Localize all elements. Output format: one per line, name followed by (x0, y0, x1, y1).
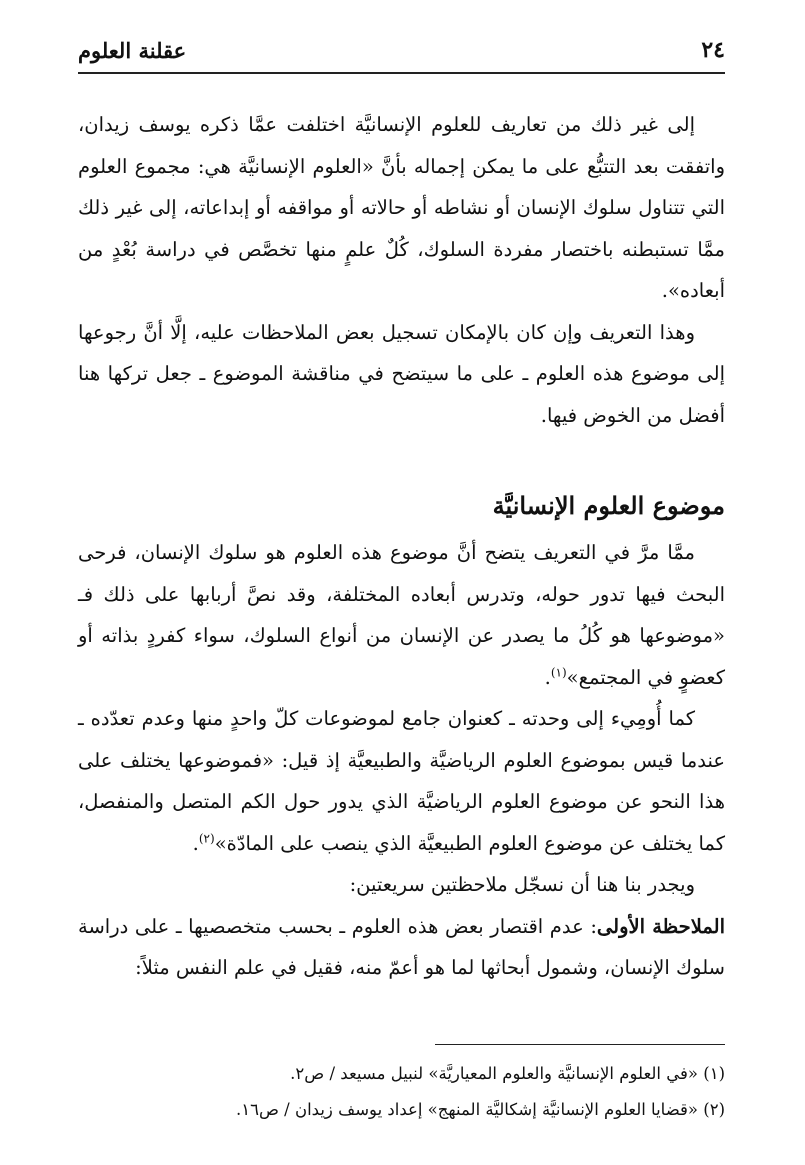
paragraph-1: إلى غير ذلك من تعاريف للعلوم الإنسانيَّة اختلفت عمَّا ذكره يوسف زيدان، واتفقت بعد التتبُّع على ما يمكن إجماله بأنَّ «العلوم الإنسانيَّة هي: مجموع العلوم التي تتناول سلوك الإنسان أو نشاطه أو حالاته أو مواقفه أو إبداعاته، إلى غير ذلك ممَّا تستبطنه باختصار مفردة السلوك، كُلٌ علمٍ منها تخصَّص في دراسة بُعْدٍ من أبعاده». (78, 113, 725, 302)
paragraph-5: ويجدر بنا هنا أن نسجّل ملاحظتين سريعتين: (349, 873, 695, 896)
note-label: الملاحظة الأولى (596, 914, 725, 938)
paragraph-4-text: كما أُومِيء إلى وحدته ـ كعنوان جامع لموضوعات كلّ واحدٍ منها وعدم تعدّده ـ عندما قيس بموضوع العلوم الرياضيَّة والطبيعيَّة إذ قيل: «فموضوعها يختلف على هذا النحو عن موضوع العلوم الرياضيَّة الذي يدور حول الكم المتصل والمنفصل، كما يختلف عن موضوع العلوم الطبيعيَّة الذي ينصب على المادّة» (78, 707, 725, 855)
paragraph-3-end: . (544, 665, 551, 689)
paragraph-6 (78, 906, 725, 989)
paragraph-3-text: ممَّا مرَّ في التعريف يتضح أنَّ موضوع هذه العلوم هو سلوك الإنسان، فرحى البحث فيها تدور حوله، وتدرس أبعاده المختلفة، وقد نصَّ أربابها على ذلك فـ «موضوعها هو كُلُ ما يصدر عن الإنسان من أنواع السلوك، سواء كفردٍ بذاته أو كعضوٍ في المجتمع» (78, 541, 725, 689)
page-number: ٢٤ (701, 37, 725, 63)
footnotes (78, 1056, 725, 1128)
paragraph-6-text: : عدم اقتصار بعض هذه العلوم ـ بحسب متخصصيها ـ على دراسة سلوك الإنسان، وشمول أبحاثها لما هو أعمّ منه، فقيل في علم النفس مثلاً: (78, 914, 725, 979)
paragraph-2: وهذا التعريف وإن كان بالإمكان تسجيل بعض الملاحظات عليه، إلَّا أنَّ رجوعها إلى موضوع هذه العلوم ـ على ما سيتضح في مناقشة الموضوع ـ جعل تركها هنا أفضل من الخوض فيها. (78, 320, 725, 427)
footnote-ref-1[interactable]: (١) (550, 665, 567, 679)
running-header (78, 28, 725, 74)
footnote-ref-2[interactable]: (٢) (198, 831, 215, 845)
paragraph-4 (78, 698, 725, 864)
book-title: عقلنة العلوم (78, 37, 187, 63)
section-title: موضوع العلوم الإنسانيَّة (492, 491, 725, 520)
footnote-divider (435, 1044, 725, 1045)
page-body (78, 104, 725, 989)
paragraph-3 (78, 532, 725, 698)
footnote-2: (٢) «قضايا العلوم الإنسانيَّة إشكاليَّة المنهج» إعداد يوسف زيدان / ص١٦. (235, 1100, 725, 1119)
footnote-1: (١) «في العلوم الإنسانيَّة والعلوم المعياريَّة» لنبيل مسيعد / ص٢. (290, 1064, 725, 1083)
paragraph-4-end: . (192, 831, 199, 855)
